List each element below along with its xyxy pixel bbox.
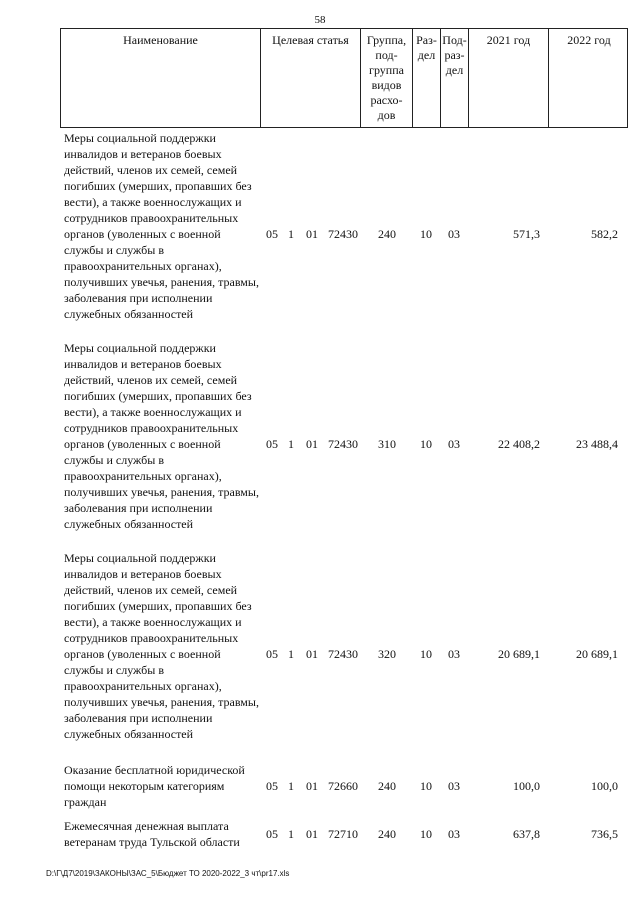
header-expense-group: Группа, под- группа видов расхо- дов: [361, 29, 413, 127]
target-code-3: 01: [306, 227, 318, 241]
value-2022: 23 488,4: [576, 437, 618, 451]
expense-group: 320: [378, 647, 396, 661]
value-2021: 571,3: [513, 227, 540, 241]
value-2021: 22 408,2: [498, 437, 540, 451]
target-code-2: 1: [288, 227, 294, 241]
value-2022: 582,2: [591, 227, 618, 241]
header-name: Наименование: [61, 29, 261, 127]
value-2021: 637,8: [513, 827, 540, 841]
target-code-3: 01: [306, 779, 318, 793]
row-name: Меры социальной поддержки инвалидов и ветеранов боевых действий, членов их семей, семей погибших (умерших, пропавших без вести), а также военнослужащих и сотрудников правоохранительных органов (уволенных с военной службы и службы в правоохранительных органах), получивших увечья, ранения, травмы, заболевания при исполнении служебных обязанностей: [64, 551, 259, 741]
target-code-1: 05: [266, 437, 278, 451]
subsection: 03: [448, 827, 460, 841]
value-2022: 20 689,1: [576, 647, 618, 661]
target-code-3: 01: [306, 437, 318, 451]
target-code-4: 72430: [328, 647, 358, 661]
target-code-4: 72430: [328, 227, 358, 241]
target-code-2: 1: [288, 437, 294, 451]
subsection: 03: [448, 437, 460, 451]
target-code-1: 05: [266, 827, 278, 841]
expense-group: 240: [378, 827, 396, 841]
target-code-2: 1: [288, 647, 294, 661]
subsection: 03: [448, 647, 460, 661]
file-path-footer: D:\Г\Д7\2019\ЗАКОНЫ\ЗАС_5\Бюджет ТО 2020-2022_3 чт\pr17.xls: [46, 869, 290, 878]
target-code-4: 72430: [328, 437, 358, 451]
value-2022: 100,0: [591, 779, 618, 793]
expense-group: 240: [378, 779, 396, 793]
target-code-4: 72660: [328, 779, 358, 793]
target-code-4: 72710: [328, 827, 358, 841]
header-year-2021: 2021 год: [469, 29, 549, 127]
target-code-3: 01: [306, 827, 318, 841]
page-number: 58: [314, 14, 326, 26]
section: 10: [420, 437, 432, 451]
table-header: [60, 28, 628, 128]
target-code-1: 05: [266, 779, 278, 793]
row-name: Меры социальной поддержки инвалидов и ветеранов боевых действий, членов их семей, семей погибших (умерших, пропавших без вести), а также военнослужащих и сотрудников правоохранительных органов (уволенных с военной службы и службы в правоохранительных органах), получивших увечья, ранения, травмы, заболевания при исполнении служебных обязанностей: [64, 131, 259, 321]
subsection: 03: [448, 227, 460, 241]
row-name: Ежемесячная денежная выплата ветеранам труда Тульской области: [64, 819, 240, 849]
section: 10: [420, 827, 432, 841]
target-code-3: 01: [306, 647, 318, 661]
value-2022: 736,5: [591, 827, 618, 841]
row-name: Меры социальной поддержки инвалидов и ветеранов боевых действий, членов их семей, семей погибших (умерших, пропавших без вести), а также военнослужащих и сотрудников правоохранительных органов (уволенных с военной службы и службы в правоохранительных органах), получивших увечья, ранения, травмы, заболевания при исполнении служебных обязанностей: [64, 341, 259, 531]
header-target-article: Целевая статья: [261, 29, 361, 127]
expense-group: 240: [378, 227, 396, 241]
target-code-2: 1: [288, 827, 294, 841]
value-2021: 100,0: [513, 779, 540, 793]
header-subsection: Под- раз- дел: [441, 29, 469, 127]
header-year-2022: 2022 год: [567, 33, 611, 47]
target-code-1: 05: [266, 227, 278, 241]
header-section: Раз- дел: [413, 29, 441, 127]
target-code-1: 05: [266, 647, 278, 661]
section: 10: [420, 647, 432, 661]
target-code-2: 1: [288, 779, 294, 793]
subsection: 03: [448, 779, 460, 793]
row-name: Оказание бесплатной юридической помощи некоторым категориям граждан: [64, 763, 245, 809]
section: 10: [420, 227, 432, 241]
value-2021: 20 689,1: [498, 647, 540, 661]
expense-group: 310: [378, 437, 396, 451]
section: 10: [420, 779, 432, 793]
